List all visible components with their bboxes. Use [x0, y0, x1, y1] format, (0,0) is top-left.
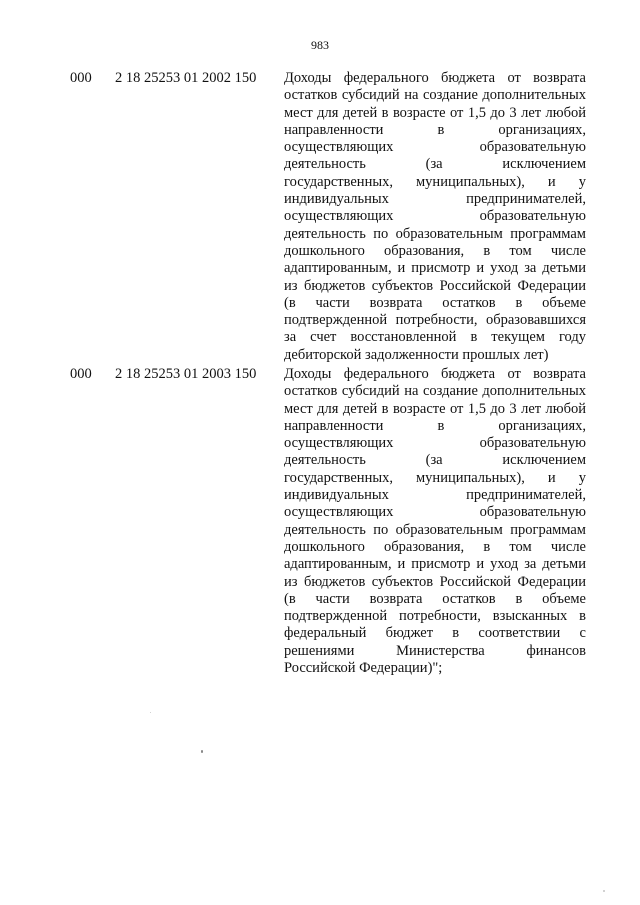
description-line: дошкольного образования, в том числе	[284, 538, 586, 555]
description-line: остатков субсидий на создание дополнительных	[284, 87, 586, 104]
description-line: подтвержденной потребности, образовавшихся	[284, 312, 586, 329]
description-line: из бюджетов субъектов Российской Федерации	[284, 573, 586, 590]
description-line: Доходы федерального бюджета от возврата	[284, 366, 586, 382]
description-line: подтвержденной потребности, взысканных в	[284, 608, 586, 625]
description-line: (в части возврата остатков в объеме	[284, 590, 586, 607]
description-line: осуществляющих образовательную	[284, 139, 586, 156]
description-line: деятельность по образовательным программам	[284, 225, 586, 242]
admin-code: 000	[70, 366, 92, 382]
description-line: мест для детей в возрасте от 1,5 до 3 лет любой	[284, 104, 586, 121]
description-line: направленности в организациях,	[284, 121, 586, 138]
description-line: из бюджетов субъектов Российской Федерации	[284, 277, 586, 294]
description-line: индивидуальных предпринимателей,	[284, 487, 586, 504]
description-line: направленности в организациях,	[284, 417, 586, 434]
description-line: Российской Федерации)";	[284, 660, 443, 677]
description-line: индивидуальных предпринимателей,	[284, 191, 586, 208]
description-line: Доходы федерального бюджета от возврата	[284, 70, 586, 86]
scan-speck	[201, 750, 203, 753]
description-line: дебиторской задолженности прошлых лет)	[284, 346, 549, 363]
description-line: адаптированным, и присмотр и уход за детьми	[284, 260, 586, 277]
description-line: мест для детей в возрасте от 1,5 до 3 лет любой	[284, 400, 586, 417]
entry-description	[284, 70, 586, 364]
description-line: (в части возврата остатков в объеме	[284, 294, 586, 311]
description-line: государственных, муниципальных), и у	[284, 469, 586, 486]
description-line: осуществляющих образовательную	[284, 435, 586, 452]
description-line: деятельность по образовательным программам	[284, 521, 586, 538]
kbk-code: 2 18 25253 01 2002 150	[115, 70, 257, 86]
description-line: дошкольного образования, в том числе	[284, 242, 586, 259]
scan-speck	[150, 712, 151, 713]
description-line: осуществляющих образовательную	[284, 208, 586, 225]
description-line: федеральный бюджет в соответствии с	[284, 625, 586, 642]
description-line: адаптированным, и присмотр и уход за детьми	[284, 556, 586, 573]
scan-speck	[603, 890, 605, 892]
description-line: деятельность (за исключением	[284, 452, 586, 469]
description-line: деятельность (за исключением	[284, 156, 586, 173]
admin-code: 000	[70, 70, 92, 86]
description-line: государственных, муниципальных), и у	[284, 173, 586, 190]
kbk-code: 2 18 25253 01 2003 150	[115, 366, 257, 382]
entry-description	[284, 366, 586, 677]
description-line: решениями Министерства финансов	[284, 642, 586, 659]
description-line: остатков субсидий на создание дополнительных	[284, 383, 586, 400]
page-number: 983	[311, 38, 329, 52]
description-line: осуществляющих образовательную	[284, 504, 586, 521]
description-line: за счет восстановленной в текущем году	[284, 329, 586, 346]
